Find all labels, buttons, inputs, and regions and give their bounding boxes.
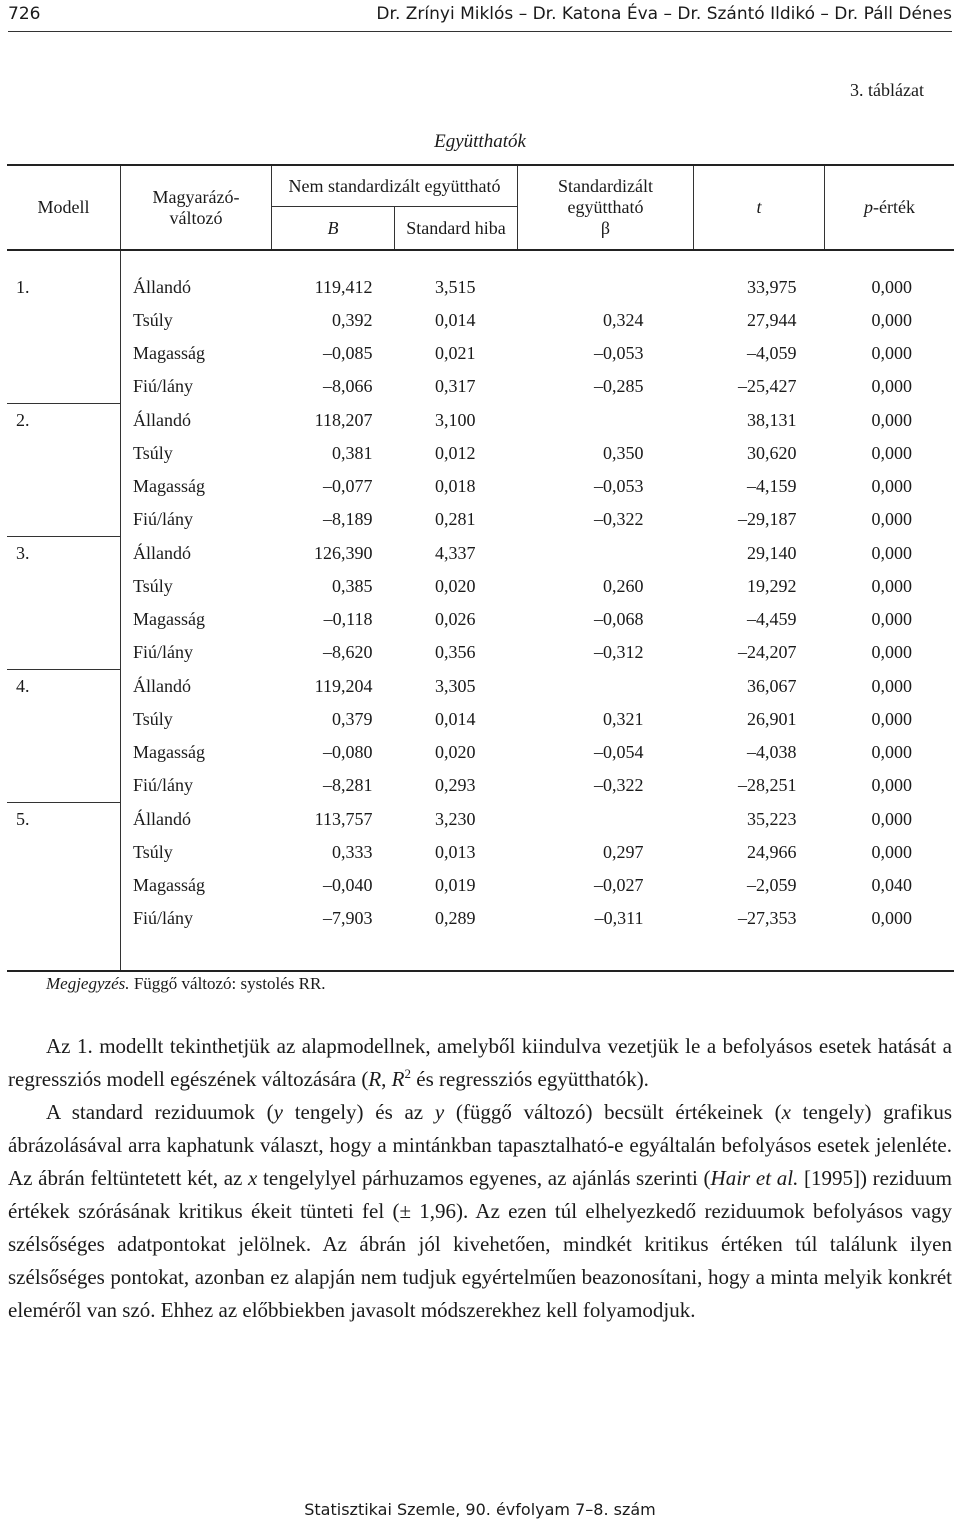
table-caption: Együtthatók [434, 131, 526, 152]
cell-b: 0,385 [332, 576, 373, 596]
cell-beta [518, 670, 694, 704]
cell-b: 126,390 [314, 542, 373, 563]
cell-beta: 0,321 [603, 709, 644, 729]
table-row [7, 437, 954, 470]
cell-beta: 0,297 [603, 842, 644, 862]
cell-beta: –0,311 [594, 908, 644, 928]
cell-standard-error: 0,281 [435, 509, 476, 530]
cell-b: –8,189 [323, 509, 373, 530]
cell-p-value: 0,000 [871, 343, 912, 363]
table-row [7, 570, 954, 603]
cell-t: 26,901 [747, 709, 797, 729]
cell-model: 3. [7, 537, 121, 571]
cell-b: –8,281 [323, 775, 373, 796]
cell-b: 118,207 [314, 409, 373, 430]
table-row [7, 370, 954, 404]
cell-variable: Állandó [121, 404, 272, 438]
table-row [7, 769, 954, 803]
cell-b: –0,080 [323, 742, 373, 762]
cell-variable: Fiú/lány [121, 769, 272, 803]
header-rule [8, 31, 952, 32]
cell-variable: Tsúly [121, 570, 272, 603]
cell-p-value: 0,000 [871, 443, 912, 463]
cell-model [7, 769, 121, 803]
cell-b: –0,118 [323, 609, 373, 629]
cell-model [7, 470, 121, 503]
cell-t: –25,427 [738, 376, 797, 397]
cell-variable: Magasság [121, 869, 272, 902]
table-row [7, 736, 954, 769]
cell-p-value: 0,000 [871, 642, 912, 663]
cell-model [7, 304, 121, 337]
header-model: Modell [7, 165, 121, 250]
cell-model [7, 337, 121, 370]
cell-t: 29,140 [747, 542, 797, 563]
cell-p-value: 0,000 [871, 277, 912, 297]
paragraph-2: A standard reziduumok (y tengely) és az y (függő változó) becsült értékeinek (x tengely) grafikus ábrázolásával arra kaphatunk választ, hogy a mintánkban tapasztalható-e egyáltalán befolyásos esetek jelenléte. Az ábrán feltüntetett két, az x tengelylyel párhuzamos egyenes, az ajánlás szerinti (Hair et al. [1995]) reziduum értékek szórásának kritikus ékeit tünteti fel (± 1,96). Az ezen túl elhelyezkedő reziduumok befolyásos vagy szélsőséges adatpontokat jelölnek. Az ábrán jól kivehetően, mindkét kritikus értéken túl találunk ilyen szélsőséges pontokat, azonban ez alapján nem tudjuk egyértelműen beazonosítani, hogy a minta melyik konkrét eleméről van szó. Ehhez az előbbiekben javasolt módszerekhez kell folyamodjuk. [8, 1100, 952, 1322]
cell-p-value: 0,000 [871, 808, 912, 829]
cell-model: 1. [16, 277, 30, 297]
cell-p-value: 0,040 [871, 875, 912, 895]
cell-beta: 0,324 [603, 310, 644, 330]
cell-t: 19,292 [747, 576, 797, 596]
cell-model [7, 636, 121, 670]
cell-p-value: 0,000 [871, 742, 912, 762]
cell-t: 27,944 [747, 310, 797, 330]
cell-variable: Állandó [121, 271, 272, 304]
table-row [7, 636, 954, 670]
cell-beta: –0,312 [594, 642, 644, 663]
header-explanatory: Magyarázó- változó [121, 165, 272, 250]
cell-model [7, 703, 121, 736]
cell-p-value: 0,000 [871, 609, 912, 629]
cell-p-value: 0,000 [871, 509, 912, 530]
cell-standard-error: 3,230 [435, 808, 476, 829]
cell-p-value: 0,000 [871, 376, 912, 397]
cell-variable: Fiú/lány [121, 902, 272, 935]
cell-t: 24,966 [747, 842, 797, 862]
cell-model [7, 736, 121, 769]
cell-b: –7,903 [323, 908, 373, 928]
cell-b: 0,381 [332, 443, 373, 463]
cell-standard-error: 0,289 [435, 908, 476, 928]
cell-variable: Tsúly [121, 703, 272, 736]
header-b: B [272, 207, 395, 251]
cell-variable: Állandó [121, 803, 272, 837]
header-standard-error: Standard hiba [395, 207, 518, 251]
cell-standard-error: 0,012 [435, 443, 476, 463]
cell-p-value: 0,000 [871, 842, 912, 862]
cell-t: –24,207 [738, 642, 797, 663]
table-row [7, 803, 954, 837]
cell-t: 35,223 [747, 808, 797, 829]
header-p-value: p-érték [825, 165, 955, 250]
table-body [7, 250, 954, 971]
cell-model [7, 437, 121, 470]
table-row [7, 337, 954, 370]
cell-t: –29,187 [738, 509, 797, 530]
cell-variable: Tsúly [121, 304, 272, 337]
cell-p-value: 0,000 [871, 709, 912, 729]
cell-b: –8,620 [323, 642, 373, 663]
cell-beta [518, 404, 694, 438]
cell-t: –4,459 [747, 609, 797, 629]
cell-t: –4,038 [747, 742, 797, 762]
cell-standard-error: 3,305 [435, 675, 476, 696]
cell-b: 0,379 [332, 709, 373, 729]
table-row [7, 603, 954, 636]
table-note: Megjegyzés. Függő változó: systolés RR. [46, 974, 326, 993]
cell-t: –2,059 [747, 875, 797, 895]
cell-t: –28,251 [738, 775, 797, 796]
coefficients-table [7, 164, 954, 972]
cell-beta [518, 537, 694, 571]
cell-standard-error: 4,337 [435, 542, 476, 563]
cell-standard-error: 0,021 [435, 343, 476, 363]
cell-beta: –0,027 [594, 875, 644, 895]
cell-model [7, 570, 121, 603]
cell-standard-error: 0,014 [435, 709, 476, 729]
cell-variable: Fiú/lány [121, 370, 272, 404]
cell-model [7, 370, 121, 404]
cell-t: –4,059 [747, 343, 797, 363]
cell-p-value: 0,000 [871, 476, 912, 496]
cell-t: 36,067 [747, 675, 797, 696]
cell-p-value: 0,000 [871, 576, 912, 596]
cell-beta [518, 803, 694, 837]
cell-p-value: 0,000 [871, 409, 912, 430]
cell-standard-error: 0,020 [435, 576, 476, 596]
cell-standard-error: 3,100 [435, 409, 476, 430]
cell-beta: –0,054 [594, 742, 644, 762]
table-row [7, 503, 954, 537]
cell-model: 5. [7, 803, 121, 837]
cell-b: –0,040 [323, 875, 373, 895]
cell-variable: Állandó [121, 537, 272, 571]
table-row [7, 537, 954, 571]
cell-variable: Magasság [121, 736, 272, 769]
cell-t: 30,620 [747, 443, 797, 463]
cell-standard-error: 0,293 [435, 775, 476, 796]
table-row [7, 304, 954, 337]
cell-beta: –0,322 [594, 775, 644, 796]
cell-standard-error: 0,356 [435, 642, 476, 663]
cell-variable: Fiú/lány [121, 636, 272, 670]
cell-variable: Fiú/lány [121, 503, 272, 537]
cell-standard-error: 0,018 [435, 476, 476, 496]
cell-model: 4. [7, 670, 121, 704]
cell-b: –8,066 [323, 376, 373, 397]
cell-p-value: 0,000 [871, 908, 912, 928]
cell-beta: 0,260 [603, 576, 644, 596]
cell-standard-error: 0,020 [435, 742, 476, 762]
cell-p-value: 0,000 [871, 310, 912, 330]
cell-beta: –0,053 [594, 343, 644, 363]
cell-beta: –0,068 [594, 609, 644, 629]
cell-variable: Magasság [121, 470, 272, 503]
cell-t: 38,131 [747, 409, 797, 430]
table-row [7, 869, 954, 902]
header-nonstandardized: Nem standardizált együttható [272, 165, 518, 207]
footer: Statisztikai Szemle, 90. évfolyam 7–8. szám [304, 1500, 656, 1519]
cell-t: 33,975 [747, 277, 797, 297]
table-row [7, 670, 954, 704]
table-row [7, 703, 954, 736]
cell-beta [518, 271, 694, 304]
cell-standard-error: 0,014 [435, 310, 476, 330]
cell-model [7, 902, 121, 935]
cell-model [7, 603, 121, 636]
cell-beta: –0,322 [594, 509, 644, 530]
cell-model: 2. [7, 404, 121, 438]
cell-b: 119,412 [314, 277, 373, 297]
cell-p-value: 0,000 [871, 775, 912, 796]
body-text [8, 1030, 952, 1327]
cell-b: 119,204 [314, 675, 373, 696]
page-number: 726 [8, 4, 41, 24]
cell-model [7, 836, 121, 869]
running-head-authors: Dr. Zrínyi Miklós – Dr. Katona Éva – Dr. Szántó Ildikó – Dr. Páll Dénes [376, 4, 952, 24]
table-row [7, 404, 954, 438]
cell-standard-error: 0,026 [435, 609, 476, 629]
cell-variable: Magasság [121, 337, 272, 370]
table-row [7, 271, 954, 304]
cell-standard-error: 0,019 [435, 875, 476, 895]
cell-b: –0,077 [323, 476, 373, 496]
cell-beta: –0,053 [594, 476, 644, 496]
cell-t: –4,159 [747, 476, 797, 496]
cell-variable: Tsúly [121, 437, 272, 470]
cell-t: –27,353 [738, 908, 797, 928]
table-row [7, 470, 954, 503]
cell-b: 0,333 [332, 842, 373, 862]
cell-p-value: 0,000 [871, 542, 912, 563]
table-row [7, 836, 954, 869]
header-t: t [694, 165, 825, 250]
cell-beta: –0,285 [594, 376, 644, 397]
cell-standard-error: 0,013 [435, 842, 476, 862]
cell-model [7, 869, 121, 902]
table-label: 3. táblázat [850, 80, 924, 100]
cell-variable: Állandó [121, 670, 272, 704]
cell-b: 113,757 [314, 808, 373, 829]
cell-model [7, 503, 121, 537]
cell-b: –0,085 [323, 343, 373, 363]
cell-standard-error: 0,317 [435, 376, 476, 397]
cell-beta: 0,350 [603, 443, 644, 463]
running-head [8, 0, 952, 30]
cell-b: 0,392 [332, 310, 373, 330]
cell-variable: Tsúly [121, 836, 272, 869]
cell-standard-error: 3,515 [435, 277, 476, 297]
cell-p-value: 0,000 [871, 675, 912, 696]
header-standardized: Standardizált együttható β [518, 165, 694, 250]
table-row [7, 902, 954, 935]
paragraph-1: Az 1. modellt tekinthetjük az alapmodellnek, amelyből kiindulva vezetjük le a befolyásos esetek hatását a regressziós modell egészének változására (R, $R^2$ és regressziós együtthatók). [8, 1034, 952, 1091]
cell-variable: Magasság [121, 603, 272, 636]
